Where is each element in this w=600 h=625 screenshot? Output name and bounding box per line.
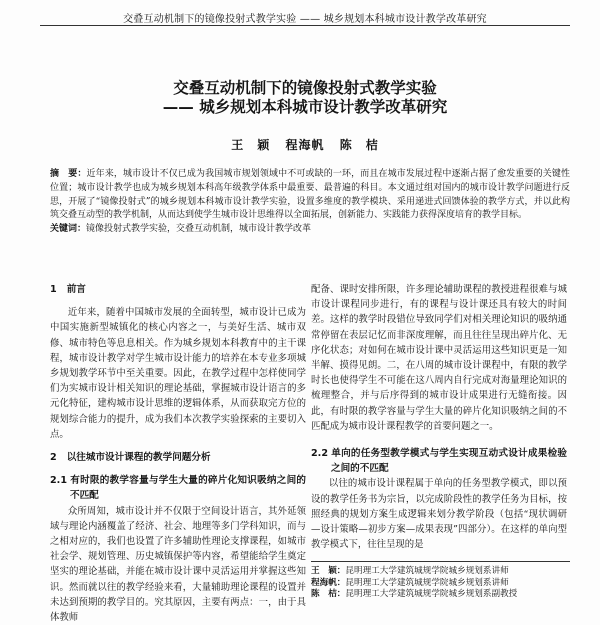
section-heading bbox=[50, 282, 306, 297]
body-paragraph: 近年来，随着中国城市发展的全面转型，城市设计已成为中国实施新型城镇化的核心内容之一，与美好生活、城市双修、城市特色等息息相关。作为城乡规划本科教育中的主干课程，城市设计教学对学生城市设计能力的培养在本专业多项城乡规划教学环节中至关重要。因此，在教学过程中怎样使同学们为实城市设计相关知识的理论基础，掌握城市设计语言的多元化特征，建构城市设计思维的逻辑体系，从而获取完方位的规划综合能力的提升，成为我们本次教学实验探索的主要切入点。 bbox=[50, 307, 306, 440]
right-column bbox=[311, 282, 567, 552]
subsection-title: 有时限的教学容量与学生大量的碎片化知识吸纳之间的不匹配 bbox=[70, 475, 306, 502]
paper-title: 交叠互动机制下的镜像投射式教学实验 bbox=[173, 79, 437, 97]
section-number: 1 bbox=[50, 284, 57, 295]
section-title: 前言 bbox=[66, 284, 86, 295]
subsection-number: 2.2 bbox=[311, 448, 328, 460]
abstract-text: 近年来，城市设计不仅已成为我国城市规划领域中不可或缺的一环，而且在城市发展过程中逐渐占据了愈发重要的关键性位置；城市设计教学也成为城乡规划本科高年级教学体系中最重要、最普遍的科目。本文通过组对国内的城市设计教学问题进行反思，开展了“镜像投射式”的城乡规划本科城市设计教学实验，设置多维度的教学模块、采用递进式回馈体验的教学方式，并以此构筑交叠互动型的教学机制，从而达到使学生城市设计思维得以全面拓展，创新能力、实践能力获得深度培育的教学目标。 bbox=[50, 169, 570, 221]
subsection-heading bbox=[311, 446, 567, 476]
abstract-block bbox=[50, 168, 570, 237]
body-paragraph: 配备、课时安排所限，许多理论辅助课程的教授进程很难与城市设计课程同步进行，有的课程与设计课还具有较大的时间差。这样的教学时段错位导致同学们对相关理论知识的吸纳通常停留在表层记忆而非深度理解，而且往往呈现出碎片化、无序化状态；对如何在城市设计课中灵活运用这些知识更是一知半解、摸得见朗。二，在八周的城市设计课程中，有限的教学时长也使得学生不可能在这八周内自行完成对海量理论知识的梳理整合，并与后序得到的城市设计成果进行无缝衔接。因此，有时限的教学容量与学生大量的碎片化知识吸纳之间的不匹配成为城市设计课程教学的首要问题之一。 bbox=[311, 284, 567, 432]
section-heading bbox=[50, 450, 306, 465]
subsection-heading bbox=[50, 473, 306, 503]
abstract-label: 摘 要： bbox=[50, 169, 87, 179]
author-name: 陈 桔 bbox=[339, 138, 379, 152]
abstract bbox=[50, 168, 570, 223]
keywords-text: 镜像投射式教学实验，交叠互动机制，城市设计教学改革 bbox=[86, 224, 312, 235]
section-number: 2 bbox=[50, 452, 57, 464]
running-head-rule bbox=[40, 25, 570, 26]
section-title: 以往城市设计课程的教学问题分析 bbox=[66, 452, 211, 464]
running-head: 交叠互动机制下的镜像投射式教学实验 —— 城乡规划本科城市设计教学改革研究 bbox=[123, 14, 487, 25]
subsection-number: 2.1 bbox=[50, 475, 67, 487]
body-paragraph: 众所周知，城市设计并不仅限于空间设计语言，其外延领域与理论内涵覆盖了经济、社会、地理等多门学科知识，而与之相对应的，我们也设置了许多辅助性理论支撑课程，如城市社会学、规划管理、历史城镇保护等内容，希望能给学生奠定坚实的理论基础，并能在城市设计课中灵活运用并掌握这些知识。然而就以往的教学经验来看，大量辅助理论课程的设置并未达到预期的教学目的。究其原因，主要有两点：一，由于具体教师 bbox=[50, 505, 306, 624]
affiliation-line: 王 颖：昆明理工大学建筑城规学院城乡规划系讲师 bbox=[311, 566, 509, 576]
keywords bbox=[50, 223, 570, 237]
subsection-title: 单向的任务型教学模式与学生实现互动式设计成果检验之间的不匹配 bbox=[331, 448, 567, 475]
affiliation-line: 程海帆：昆明理工大学建筑城规学院城乡规划系讲师 bbox=[311, 577, 509, 588]
paper-subtitle: —— 城乡规划本科城市设计教学改革研究 bbox=[162, 98, 448, 116]
body-paragraph: 以往的城市设计课程属于单向的任务型教学模式，即以预设的教学任务书为宗旨，以完成阶段性的教学任务为目标，按照经典的规划方案生成逻辑来划分教学阶段（包括“现状调研—设计策略—初步方案—成果表现”四部分）。在这样的单向型教学模式下，往往呈现的是 bbox=[311, 478, 567, 551]
author-affiliations bbox=[311, 561, 570, 601]
author-name: 王 颖 bbox=[231, 138, 271, 152]
keywords-label: 关键词： bbox=[50, 224, 87, 235]
author-name: 程海帆 bbox=[285, 138, 325, 152]
author-list bbox=[40, 136, 570, 153]
affiliation-line: 陈 桔：昆明理工大学建筑城规学院城乡规划系副教授 bbox=[311, 589, 518, 599]
left-column bbox=[50, 282, 306, 625]
